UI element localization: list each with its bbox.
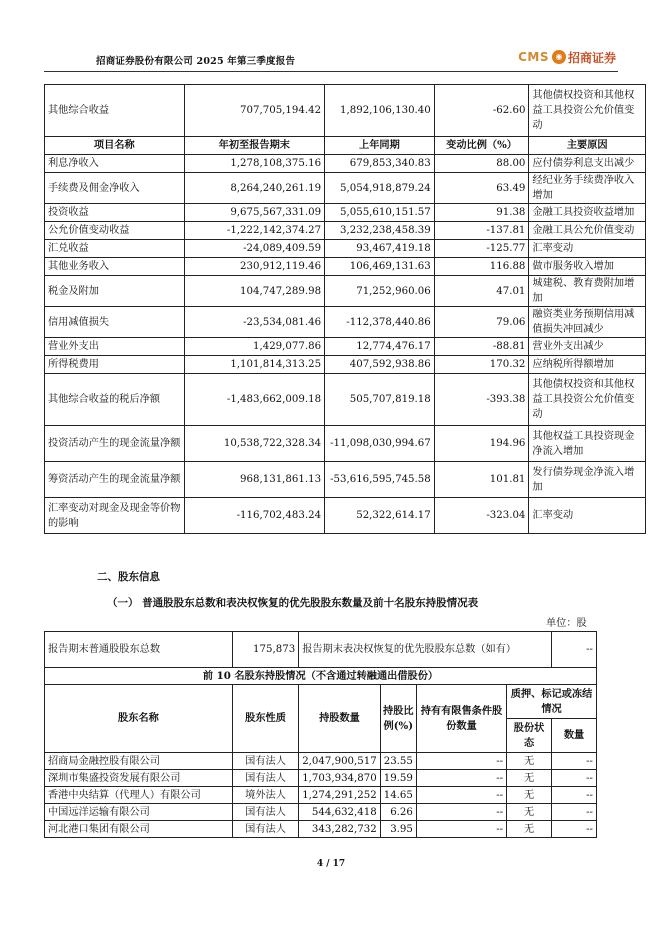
pledge-count: -- <box>552 821 597 838</box>
change-ratio: -88.81 <box>434 338 529 356</box>
restricted-shares: -- <box>416 753 506 770</box>
total-holders-value: 175,873 <box>232 632 298 668</box>
table-row <box>45 804 597 821</box>
change-ratio: 79.06 <box>434 307 529 338</box>
holder-name: 中国远洋运输有限公司 <box>45 804 233 821</box>
table-row <box>45 787 597 804</box>
change-ratio: 116.88 <box>434 258 529 276</box>
current-value: -1,222,142,374.27 <box>184 222 325 240</box>
holding-ratio: 6.26 <box>380 804 416 821</box>
holder-name: 河北港口集团有限公司 <box>45 821 233 838</box>
main-reason: 其他债权投资和其他权益工具投资公允价值变动 <box>529 374 646 426</box>
holding-qty: 1,703,934,870 <box>299 770 381 787</box>
table-row <box>45 222 646 240</box>
holder-name: 香港中央结算（代理人）有限公司 <box>45 787 233 804</box>
previous-value: -11,098,030,994.67 <box>325 426 435 462</box>
share-status: 无 <box>507 804 552 821</box>
table-row <box>45 668 597 685</box>
main-reason: 金融工具投资收益增加 <box>529 204 646 222</box>
current-value: 104,747,289.98 <box>184 276 325 307</box>
item-name: 投资收益 <box>45 204 185 222</box>
holding-ratio: 3.95 <box>380 821 416 838</box>
table-row <box>45 338 646 356</box>
holding-qty: 544,632,418 <box>299 804 381 821</box>
previous-value: 12,774,476.17 <box>325 338 435 356</box>
previous-value: 3,232,238,458.39 <box>325 222 435 240</box>
pledge-count: -- <box>552 804 597 821</box>
current-value: -116,702,483.24 <box>184 498 325 534</box>
share-status: 无 <box>507 753 552 770</box>
restricted-shares: -- <box>416 821 506 838</box>
table-row <box>45 276 646 307</box>
change-ratio: 88.00 <box>434 155 529 173</box>
holder-name: 招商局金融控股有限公司 <box>45 753 233 770</box>
section-title: 二、股东信息 <box>97 571 160 583</box>
previous-value: 407,592,938.86 <box>325 356 435 374</box>
change-ratio: -137.81 <box>434 222 529 240</box>
holder-nature: 国有法人 <box>232 770 298 787</box>
main-reason: 汇率变动 <box>529 240 646 258</box>
current-value: 1,101,814,313.25 <box>184 356 325 374</box>
change-ratio: -125.77 <box>434 240 529 258</box>
table-row <box>45 240 646 258</box>
main-reason: 汇率变动 <box>529 498 646 534</box>
table-row <box>45 426 646 462</box>
change-ratio: -323.04 <box>434 498 529 534</box>
header-holder-nature: 股东性质 <box>232 685 298 753</box>
holding-qty: 1,274,291,252 <box>299 787 381 804</box>
restricted-shares: -- <box>416 770 506 787</box>
header-ratio: 变动比例（%） <box>434 137 529 155</box>
change-ratio: -393.38 <box>434 374 529 426</box>
header-reason: 主要原因 <box>529 137 646 155</box>
share-status: 无 <box>507 787 552 804</box>
table-row <box>45 632 597 668</box>
table-row <box>45 770 597 787</box>
item-name: 利息净收入 <box>45 155 185 173</box>
current-value: 1,278,108,375.16 <box>184 155 325 173</box>
header-pledge-count: 数量 <box>552 719 597 753</box>
table-header-row <box>45 137 646 155</box>
holder-nature: 国有法人 <box>232 804 298 821</box>
item-name: 税金及附加 <box>45 276 185 307</box>
main-reason: 做市服务收入增加 <box>529 258 646 276</box>
previous-value: 1,892,106,130.40 <box>325 85 435 137</box>
page-number: 4 / 17 <box>316 859 346 869</box>
item-name: 其他综合收益的税后净额 <box>45 374 185 426</box>
holder-nature: 国有法人 <box>232 753 298 770</box>
item-name: 营业外支出 <box>45 338 185 356</box>
current-value: 8,264,240,261.19 <box>184 173 325 204</box>
table-row <box>45 173 646 204</box>
unit-label: 单位：股 <box>546 618 587 629</box>
table-row <box>45 85 646 137</box>
header-pledge-status: 质押、标记或冻结情况 <box>507 685 597 719</box>
main-reason: 金融工具公允价值变动 <box>529 222 646 240</box>
share-status: 无 <box>507 770 552 787</box>
previous-value: 52,322,614.17 <box>325 498 435 534</box>
change-ratio: 63.49 <box>434 173 529 204</box>
change-ratio: -62.60 <box>434 85 529 137</box>
holding-qty: 2,047,900,517 <box>299 753 381 770</box>
restricted-shares: -- <box>416 804 506 821</box>
main-reason: 发行债券现金净流入增加 <box>529 462 646 498</box>
change-ratio: 170.32 <box>434 356 529 374</box>
change-ratio: 91.38 <box>434 204 529 222</box>
holding-ratio: 19.59 <box>380 770 416 787</box>
share-status: 无 <box>507 821 552 838</box>
table-row <box>45 462 646 498</box>
current-value: -1,483,662,009.18 <box>184 374 325 426</box>
current-value: -24,089,409.59 <box>184 240 325 258</box>
current-value: 707,705,194.42 <box>184 85 325 137</box>
pledge-count: -- <box>552 770 597 787</box>
table-row <box>45 356 646 374</box>
main-reason: 应付债券利息支出减少 <box>529 155 646 173</box>
main-reason: 其他债权投资和其他权益工具投资公允价值变动 <box>529 85 646 137</box>
header-share-status: 股份状态 <box>507 719 552 753</box>
total-holders-label: 报告期末普通股股东总数 <box>45 632 233 668</box>
change-ratio: 194.96 <box>434 426 529 462</box>
main-reason: 经纪业务手续费净收入增加 <box>529 173 646 204</box>
holding-ratio: 23.55 <box>380 753 416 770</box>
shareholder-table <box>44 631 597 838</box>
table-row <box>45 498 646 534</box>
main-reason: 其他权益工具投资现金净流入增加 <box>529 426 646 462</box>
holder-nature: 国有法人 <box>232 821 298 838</box>
change-ratio: 47.01 <box>434 276 529 307</box>
current-value: 230,912,119.46 <box>184 258 325 276</box>
item-name: 手续费及佣金净收入 <box>45 173 185 204</box>
previous-value: 679,853,340.83 <box>325 155 435 173</box>
previous-value: 5,055,610,151.57 <box>325 204 435 222</box>
previous-value: 71,252,960.06 <box>325 276 435 307</box>
main-reason: 城建税、教育费附加增加 <box>529 276 646 307</box>
item-name: 其他综合收益 <box>45 85 185 137</box>
report-title: 招商证券股份有限公司 2025 年第三季度报告 <box>96 56 296 67</box>
header-current: 年初至报告期末 <box>184 137 325 155</box>
current-value: 9,675,567,331.09 <box>184 204 325 222</box>
main-reason: 应纳税所得额增加 <box>529 356 646 374</box>
pref-holders-label: 报告期末表决权恢复的优先股股东总数（如有） <box>299 632 552 668</box>
page-header <box>44 46 618 72</box>
header-item-name: 项目名称 <box>45 137 185 155</box>
previous-value: 106,469,131.63 <box>325 258 435 276</box>
logo-cms-text: CMS <box>518 50 549 64</box>
previous-value: -112,378,440.86 <box>325 307 435 338</box>
financial-change-table <box>44 84 646 534</box>
current-value: -23,534,081.46 <box>184 307 325 338</box>
table-row <box>45 258 646 276</box>
previous-value: 93,467,419.18 <box>325 240 435 258</box>
holding-ratio: 14.65 <box>380 787 416 804</box>
item-name: 投资活动产生的现金流量净额 <box>45 426 185 462</box>
logo-emblem-icon: ◉ <box>552 50 566 64</box>
table-header-row <box>45 685 597 719</box>
section-subtitle: （一） 普通股股东总数和表决权恢复的优先股股东数量及前十名股东持股情况表 <box>107 597 479 609</box>
table-row <box>45 155 646 173</box>
item-name: 其他业务收入 <box>45 258 185 276</box>
holding-qty: 343,282,732 <box>299 821 381 838</box>
header-holding-ratio: 持股比例(%) <box>380 685 416 753</box>
previous-value: 505,707,819.18 <box>325 374 435 426</box>
main-reason: 营业外支出减少 <box>529 338 646 356</box>
item-name: 筹资活动产生的现金流量净额 <box>45 462 185 498</box>
header-holder-name: 股东名称 <box>45 685 233 753</box>
restricted-shares: -- <box>416 787 506 804</box>
holder-name: 深圳市集盛投资发展有限公司 <box>45 770 233 787</box>
current-value: 968,131,861.13 <box>184 462 325 498</box>
item-name: 汇率变动对现金及现金等价物的影响 <box>45 498 185 534</box>
item-name: 公允价值变动收益 <box>45 222 185 240</box>
table-row <box>45 821 597 838</box>
previous-value: -53,616,595,745.58 <box>325 462 435 498</box>
header-holding-qty: 持股数量 <box>299 685 381 753</box>
logo-company-name: 招商证券 <box>567 50 616 65</box>
current-value: 1,429,077.86 <box>184 338 325 356</box>
pledge-count: -- <box>552 753 597 770</box>
company-logo <box>518 48 616 66</box>
table-row <box>45 204 646 222</box>
change-ratio: 101.81 <box>434 462 529 498</box>
pref-holders-value: -- <box>552 632 597 668</box>
main-reason: 融资类业务预期信用减值损失冲回减少 <box>529 307 646 338</box>
top10-title: 前 10 名股东持股情况（不含通过转融通出借股份） <box>45 668 597 685</box>
current-value: 10,538,722,328.34 <box>184 426 325 462</box>
item-name: 所得税费用 <box>45 356 185 374</box>
table-row <box>45 374 646 426</box>
table-row <box>45 753 597 770</box>
item-name: 汇兑收益 <box>45 240 185 258</box>
header-previous: 上年同期 <box>325 137 435 155</box>
header-restricted-shares: 持有有限售条件股份数量 <box>416 685 506 753</box>
pledge-count: -- <box>552 787 597 804</box>
table-row <box>45 307 646 338</box>
previous-value: 5,054,918,879.24 <box>325 173 435 204</box>
item-name: 信用减值损失 <box>45 307 185 338</box>
holder-nature: 境外法人 <box>232 787 298 804</box>
